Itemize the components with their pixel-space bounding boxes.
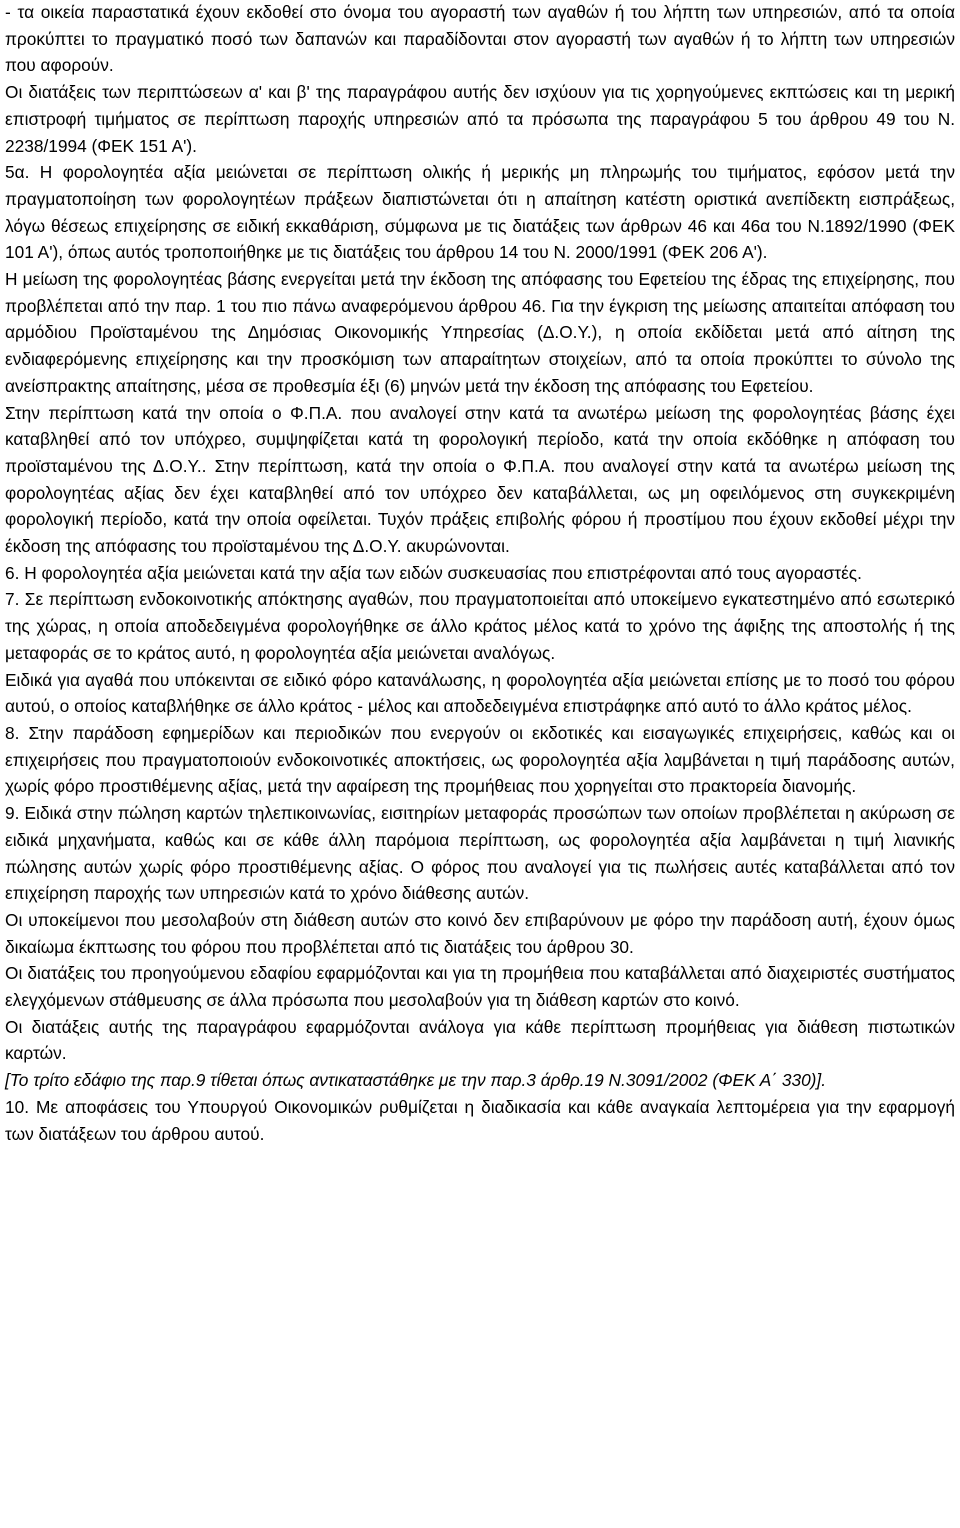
- amendment-note: [Το τρίτο εδάφιο της παρ.9 τίθεται όπως αντικαταστάθηκε με την παρ.3 άρθρ.19 Ν.3091/2002 (ΦΕΚ Α΄ 330)].: [5, 1070, 827, 1091]
- paragraph: Οι διατάξεις αυτής της παραγράφου εφαρμόζονται ανάλογα για κάθε περίπτωση προμήθειας για διάθεση πιστωτικών καρτών.: [5, 1016, 955, 1064]
- paragraph: 9. Ειδικά στην πώληση καρτών τηλεπικοινωνίας, εισιτηρίων μεταφοράς προσώπων των οποίων προβλέπεται η ακύρωση σε ειδικά μηχανήματα, καθώς και σε κάθε άλλη παρόμοια περίπτωση, ως φορολογητέα αξία λαμβάνεται η τιμή λιανικής πώλησης αυτών χωρίς φόρο προστιθέμενης αξίας. Ο φόρος που αναλογεί για τις πωλήσεις αυτές καταβάλλεται από τον επιχείρηση παροχής των υπηρεσιών κατά το χρόνο διάθεσης αυτών.: [5, 803, 955, 904]
- paragraph: 10. Με αποφάσεις του Υπουργού Οικονομικών ρυθμίζεται η διαδικασία και κάθε αναγκαία λεπτομέρεια για την εφαρμογή των διατάξεων του άρθρου αυτού.: [5, 1096, 955, 1144]
- paragraph: Στην περίπτωση κατά την οποία ο Φ.Π.Α. που αναλογεί στην κατά τα ανωτέρω μείωση της φορολογητέας βάσης έχει καταβληθεί από τον υπόχρεο, συμψηφίζεται κατά τη φορολογική περίοδο, κατά την οποία εκδόθηκε η απόφαση του προϊσταμένου της Δ.Ο.Υ.. Στην περίπτωση, κατά την οποία ο Φ.Π.Α. που αναλογεί στην κατά τα ανωτέρω μείωση της φορολογητέας αξίας δεν έχει καταβληθεί από τον υπόχρεο δεν καταβάλλεται, ως μη οφειλόμενος στη συγκεκριμένη φορολογική περίοδο, κατά την οποία οφείλεται. Τυχόν πράξεις επιβολής φόρου ή προστίμου που έχουν εκδοθεί μέχρι την έκδοση της απόφασης του προϊσταμένου της Δ.Ο.Υ. ακυρώνονται.: [5, 402, 955, 557]
- paragraph: Η μείωση της φορολογητέας βάσης ενεργείται μετά την έκδοση της απόφασης του Εφετείου της έδρας της επιχείρησης, που προβλέπεται από την παρ. 1 του πιο πάνω αναφερόμενου άρθρου 46. Για την έγκριση της μείωσης απαιτείται απόφαση του αρμόδιου Προϊσταμένου της Δημόσιας Οικονομικής Υπηρεσίας (Δ.Ο.Υ.), η οποία εκδίδεται μετά από αίτηση της ενδιαφερόμενης επιχείρησης και την προσκόμιση των απαραίτητων στοιχείων, από τα οποία προκύπτει το σύνολο της ανείσπρακτης απαίτησης, μέσα σε προθεσμία έξι (6) μηνών μετά την έκδοση της απόφασης του Εφετείου.: [5, 269, 955, 396]
- paragraph: 8. Στην παράδοση εφημερίδων και περιοδικών που ενεργούν οι εκδοτικές και εισαγωγικές επιχειρήσεις, καθώς και οι επιχειρήσεις που πραγματοποιούν ενδοκοινοτικές αποκτήσεις, ως φορολογητέα αξία λαμβάνεται η τιμή παράδοσης αυτών, χωρίς φόρο προστιθέμενης αξίας, μετά την αφαίρεση της προμήθειας που χορηγείται στο πρακτορεία διανομής.: [5, 722, 955, 797]
- document-page: [5, 0, 955, 1147]
- paragraph: 7. Σε περίπτωση ενδοκοινοτικής απόκτησης αγαθών, που πραγματοποιείται από υποκείμενο εγκατεστημένο από εσωτερικό της χώρας, η οποία αποδεδειγμένα φορολογήθηκε σε άλλο κράτος μέλος κατά το χρόνο της άφιξης της αποστολής ή της μεταφοράς σε το κράτος αυτό, η φορολογητέα αξία μειώνεται αναλόγως.: [5, 589, 955, 663]
- paragraph: Οι διατάξεις των περιπτώσεων α' και β' της παραγράφου αυτής δεν ισχύουν για τις χορηγούμενες εκπτώσεις και τη μερική επιστροφή τιμήματος σε περίπτωση παροχής υπηρεσιών από τα πρόσωπα της παραγράφου 5 του άρθρου 49 του Ν. 2238/1994 (ΦΕΚ 151 Α').: [5, 82, 955, 156]
- paragraph: 5α. Η φορολογητέα αξία μειώνεται σε περίπτωση ολικής ή μερικής μη πληρωμής του τιμήματος, εφόσον μετά την πραγματοποίηση των φορολογητέων πράξεων διαπιστώνεται ότι η απαίτηση κατέστη οριστικά ανεπίδεκτη εισπράξεως, λόγω θέσεως επιχείρησης σε ειδική εκκαθάριση, σύμφωνα με τις διατάξεις των άρθρων 46 και 46α του Ν.1892/1990 (ΦΕΚ 101 Α'), όπως αυτός τροποποιήθηκε με τις διατάξεις του άρθρου 14 του Ν. 2000/1991 (ΦΕΚ 206 Α').: [5, 162, 955, 263]
- paragraph: Ειδικά για αγαθά που υπόκεινται σε ειδικό φόρο κατανάλωσης, η φορολογητέα αξία μειώνεται επίσης με το ποσό του φόρου αυτού, ο οποίος καταβλήθηκε σε άλλο κράτος - μέλος και αποδεδειγμένα επιστράφηκε από αυτό το άλλο κράτος μέλος.: [5, 669, 955, 717]
- paragraph: 6. Η φορολογητέα αξία μειώνεται κατά την αξία των ειδών συσκευασίας που επιστρέφονται από τους αγοραστές.: [5, 562, 862, 583]
- paragraph: - τα οικεία παραστατικά έχουν εκδοθεί στο όνομα του αγοραστή των αγαθών ή του λήπτη των υπηρεσιών, από τα οποία προκύπτει το πραγματικό ποσό των δαπανών και παραδίδονται στον αγοραστή των αγαθών ή το λήπτη των υπηρεσιών που αφορούν.: [5, 2, 955, 76]
- paragraph: Οι υποκείμενοι που μεσολαβούν στη διάθεση αυτών στο κοινό δεν επιβαρύνουν με φόρο την παράδοση αυτή, έχουν όμως δικαίωμα έκπτωσης του φόρου που προβλέπεται από τις διατάξεις του άρθρου 30.: [5, 909, 955, 957]
- paragraph: Οι διατάξεις του προηγούμενου εδαφίου εφαρμόζονται και για τη προμήθεια που καταβάλλεται από διαχειριστές συστήματος ελεγχόμενων στάθμευσης σε άλλα πρόσωπα που μεσολαβούν για τη διάθεση καρτών στο κοινό.: [5, 963, 955, 1011]
